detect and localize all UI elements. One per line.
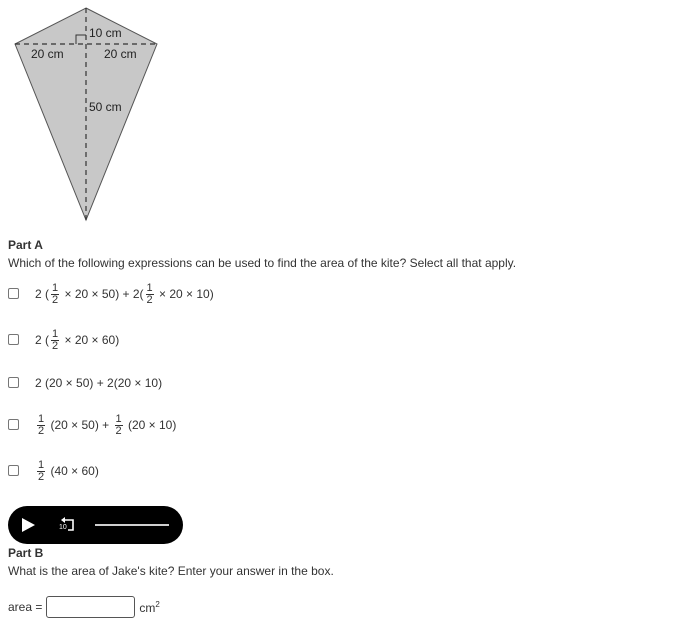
option-1[interactable] — [8, 276, 214, 312]
area-input[interactable] — [46, 596, 135, 618]
option-2[interactable] — [8, 322, 119, 358]
fraction: $\frac{1}{2}$ — [115, 412, 122, 437]
audio-player — [8, 506, 183, 544]
option-1-checkbox[interactable] — [8, 288, 19, 299]
part-b-title: Part B — [8, 546, 44, 560]
option-5-checkbox[interactable] — [8, 465, 19, 476]
label-top-height: 10 cm — [89, 26, 122, 40]
unit-label: $cm^2$ — [139, 599, 160, 615]
fraction: $\frac{1}{2}$ — [52, 281, 59, 306]
option-3-expression: 2 (20 × 50) + 2(20 × 10) — [35, 376, 163, 390]
option-5[interactable] — [8, 453, 99, 489]
option-4-expression: $\frac{1}{2}$ (20 × 50) + $\frac{1}{2}$ (20 × 10) — [38, 412, 177, 437]
fraction: $\frac{1}{2}$ — [38, 458, 45, 483]
option-3-checkbox[interactable] — [8, 377, 19, 388]
fraction: $\frac{1}{2}$ — [146, 281, 153, 306]
play-icon[interactable] — [20, 517, 36, 533]
option-1-expression: 2 ( $\frac{1}{2}$ × 20 × 50) + 2( $\frac{1}{2}$ × 20 × 10) — [35, 281, 214, 306]
label-right-width: 20 cm — [104, 47, 137, 61]
label-left-width: 20 cm — [31, 47, 64, 61]
progress-track[interactable] — [95, 524, 169, 526]
part-a-title: Part A — [8, 238, 43, 252]
option-5-expression: $\frac{1}{2}$ (40 × 60) — [38, 458, 99, 483]
option-3[interactable] — [8, 365, 162, 401]
replay-seconds: 10 — [59, 524, 67, 531]
fraction: $\frac{1}{2}$ — [52, 327, 59, 352]
part-a-prompt: Which of the following expressions can be used to find the area of the kite? Select all that apply. — [8, 256, 517, 270]
label-bottom-height: 50 cm — [89, 100, 122, 114]
fraction: $\frac{1}{2}$ — [38, 412, 45, 437]
option-4-checkbox[interactable] — [8, 419, 19, 430]
option-2-checkbox[interactable] — [8, 334, 19, 345]
answer-row — [8, 596, 160, 618]
answer-label: area = — [8, 600, 43, 614]
part-b-prompt: What is the area of Jake's kite? Enter your answer in the box. — [8, 564, 334, 578]
option-2-expression: 2 ( $\frac{1}{2}$ × 20 × 60) — [35, 327, 120, 352]
option-4[interactable] — [8, 407, 176, 443]
kite-diagram — [10, 5, 170, 227]
